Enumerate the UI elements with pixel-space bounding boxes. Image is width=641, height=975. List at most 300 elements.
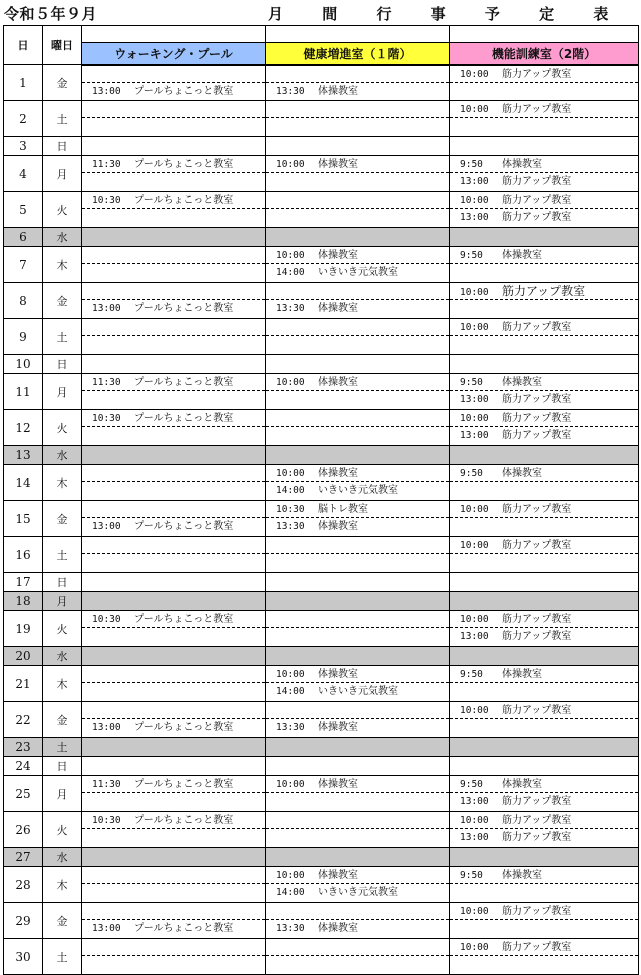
event-line xyxy=(266,793,449,810)
event-line xyxy=(82,283,265,300)
event-line xyxy=(82,173,265,190)
event-name: プールちょこっと教室 xyxy=(134,521,234,532)
day-number: 8 xyxy=(4,283,43,319)
health-room-cell xyxy=(266,647,450,666)
event-line xyxy=(266,647,449,664)
event-line xyxy=(450,283,638,300)
event-line xyxy=(450,903,638,920)
day-row xyxy=(4,501,639,537)
event-line xyxy=(82,683,265,700)
training-room-cell xyxy=(450,319,639,355)
walking-pool-cell xyxy=(82,848,266,867)
day-number: 29 xyxy=(4,903,43,939)
training-room-cell xyxy=(450,374,639,410)
day-row xyxy=(4,592,639,611)
event-line xyxy=(450,554,638,571)
event-line xyxy=(82,118,265,135)
event-line xyxy=(266,391,449,408)
event-line xyxy=(450,848,638,865)
training-room-cell xyxy=(450,446,639,465)
day-number: 18 xyxy=(4,592,43,611)
event-time: 10:00 xyxy=(460,906,489,917)
weekday: 金 xyxy=(43,65,82,101)
event-line xyxy=(82,647,265,664)
day-row xyxy=(4,537,639,573)
day-number: 21 xyxy=(4,666,43,702)
health-room-cell xyxy=(266,355,450,374)
event-line xyxy=(266,573,449,590)
day-number: 26 xyxy=(4,812,43,848)
walking-pool-cell xyxy=(82,867,266,903)
day-row xyxy=(4,776,639,812)
event-name: プールちょこっと教室 xyxy=(134,195,234,206)
event-line xyxy=(450,829,638,846)
walking-pool-cell xyxy=(82,939,266,975)
event-name: 筋力アップ教室 xyxy=(502,540,572,551)
event-line xyxy=(450,228,638,245)
training-room-cell xyxy=(450,247,639,283)
event-name: 筋力アップ教室 xyxy=(502,906,572,917)
event-time: 13:00 xyxy=(460,394,489,405)
event-line xyxy=(266,209,449,226)
health-room-cell xyxy=(266,446,450,465)
event-line xyxy=(82,903,265,920)
event-time: 10:30 xyxy=(92,815,121,826)
health-room-cell xyxy=(266,666,450,702)
day-row xyxy=(4,757,639,776)
day-number: 15 xyxy=(4,501,43,537)
walking-pool-cell xyxy=(82,666,266,702)
training-room-cell xyxy=(450,192,639,228)
weekday: 日 xyxy=(43,573,82,592)
event-name: 筋力アップ教室 xyxy=(502,815,572,826)
event-line xyxy=(82,666,265,683)
event-time: 10:00 xyxy=(276,250,305,261)
event-line xyxy=(266,192,449,209)
training-room-cell xyxy=(450,848,639,867)
event-line xyxy=(266,939,449,956)
walking-pool-cell xyxy=(82,592,266,611)
day-row xyxy=(4,666,639,702)
event-line xyxy=(450,666,638,683)
day-row xyxy=(4,647,639,666)
event-time: 14:00 xyxy=(276,887,305,898)
training-room-cell xyxy=(450,410,639,446)
schedule-body xyxy=(4,65,639,975)
event-line xyxy=(450,264,638,281)
event-time: 9:50 xyxy=(460,159,483,170)
walking-pool-cell xyxy=(82,757,266,776)
training-room-cell xyxy=(450,573,639,592)
day-number: 14 xyxy=(4,465,43,501)
event-time: 10:30 xyxy=(92,614,121,625)
event-line xyxy=(266,702,449,719)
event-name: 筋力アップ教室 xyxy=(502,104,572,115)
event-time: 10:00 xyxy=(460,540,489,551)
event-line xyxy=(266,319,449,336)
event-time: 9:50 xyxy=(460,870,483,881)
walking-pool-cell xyxy=(82,501,266,537)
event-time: 10:00 xyxy=(276,468,305,479)
training-room-cell xyxy=(450,757,639,776)
day-row xyxy=(4,192,639,228)
event-line xyxy=(82,319,265,336)
health-room-cell xyxy=(266,812,450,848)
event-line xyxy=(266,283,449,300)
event-time: 13:30 xyxy=(276,722,305,733)
event-line xyxy=(82,518,265,535)
day-number: 13 xyxy=(4,446,43,465)
event-time: 14:00 xyxy=(276,686,305,697)
training-room-cell xyxy=(450,611,639,647)
event-time: 13:00 xyxy=(92,521,121,532)
event-line xyxy=(450,319,638,336)
walking-pool-cell xyxy=(82,776,266,812)
event-time: 9:50 xyxy=(460,468,483,479)
weekday: 水 xyxy=(43,848,82,867)
event-line xyxy=(266,884,449,901)
event-line xyxy=(450,647,638,664)
event-time: 13:00 xyxy=(92,722,121,733)
event-line xyxy=(266,482,449,499)
event-line xyxy=(82,482,265,499)
event-line xyxy=(266,611,449,628)
event-line xyxy=(82,465,265,482)
event-line xyxy=(266,173,449,190)
event-line xyxy=(266,757,449,774)
event-line xyxy=(266,156,449,173)
event-name: 筋力アップ教室 xyxy=(502,212,572,223)
event-line xyxy=(450,501,638,518)
event-time: 10:00 xyxy=(276,377,305,388)
event-line xyxy=(450,884,638,901)
day-row xyxy=(4,867,639,903)
event-time: 13:00 xyxy=(460,430,489,441)
event-line xyxy=(266,666,449,683)
day-number: 27 xyxy=(4,848,43,867)
event-name: 筋力アップ教室 xyxy=(502,430,572,441)
day-row xyxy=(4,374,639,410)
event-line xyxy=(266,628,449,645)
weekday: 木 xyxy=(43,247,82,283)
event-line xyxy=(266,848,449,865)
health-room-cell xyxy=(266,283,450,319)
event-name: 体操教室 xyxy=(318,468,358,479)
event-line xyxy=(450,101,638,118)
event-line xyxy=(82,812,265,829)
walking-pool-cell xyxy=(82,537,266,573)
event-name: 体操教室 xyxy=(318,85,358,97)
event-line xyxy=(82,264,265,281)
event-time: 13:00 xyxy=(92,303,121,314)
event-line xyxy=(450,410,638,427)
event-name: 体操教室 xyxy=(318,870,358,881)
day-row xyxy=(4,738,639,757)
walking-pool-cell xyxy=(82,319,266,355)
event-line xyxy=(82,573,265,590)
event-name: 体操教室 xyxy=(318,923,358,934)
event-line xyxy=(450,83,638,100)
event-line xyxy=(450,156,638,173)
health-room-cell xyxy=(266,903,450,939)
health-room-cell xyxy=(266,501,450,537)
day-number: 16 xyxy=(4,537,43,573)
event-line xyxy=(450,592,638,609)
event-line xyxy=(450,611,638,628)
event-line xyxy=(266,264,449,281)
event-line xyxy=(450,66,638,83)
event-time: 11:30 xyxy=(92,779,121,790)
weekday: 土 xyxy=(43,738,82,757)
event-line xyxy=(82,956,265,973)
walking-pool-cell xyxy=(82,192,266,228)
event-line xyxy=(82,628,265,645)
event-time: 10:00 xyxy=(276,669,305,680)
header-spacer-c xyxy=(450,26,639,43)
event-line xyxy=(450,939,638,956)
event-time: 10:30 xyxy=(276,504,305,515)
day-row xyxy=(4,228,639,247)
event-time: 9:50 xyxy=(460,377,483,388)
walking-pool-cell xyxy=(82,247,266,283)
walking-pool-cell xyxy=(82,228,266,247)
event-time: 13:30 xyxy=(276,521,305,532)
weekday: 月 xyxy=(43,156,82,192)
training-room-cell xyxy=(450,355,639,374)
training-room-cell xyxy=(450,101,639,137)
day-row xyxy=(4,65,639,101)
event-line xyxy=(266,83,449,100)
walking-pool-cell xyxy=(82,355,266,374)
event-name: 体操教室 xyxy=(318,669,358,680)
health-room-cell xyxy=(266,867,450,903)
event-line xyxy=(266,465,449,482)
event-name: 筋力アップ教室 xyxy=(502,413,572,424)
event-name: 筋力アップ教室 xyxy=(502,832,572,843)
health-room-cell xyxy=(266,465,450,501)
health-room-cell xyxy=(266,939,450,975)
event-time: 13:00 xyxy=(460,796,489,807)
day-row xyxy=(4,812,639,848)
health-room-cell xyxy=(266,410,450,446)
event-line xyxy=(266,300,449,317)
event-line xyxy=(450,537,638,554)
event-line xyxy=(450,355,638,372)
health-room-cell xyxy=(266,702,450,738)
header-health-room: 健康増進室（１階） xyxy=(266,43,450,65)
header-spacer-a xyxy=(82,26,266,43)
walking-pool-cell xyxy=(82,101,266,137)
event-name: 筋力アップ教室 xyxy=(502,284,586,298)
schedule-table xyxy=(3,25,639,975)
weekday: 金 xyxy=(43,501,82,537)
training-room-cell xyxy=(450,867,639,903)
event-line xyxy=(450,446,638,463)
event-name: 筋力アップ教室 xyxy=(502,705,572,716)
weekday: 金 xyxy=(43,903,82,939)
training-room-cell xyxy=(450,283,639,319)
event-line xyxy=(266,920,449,937)
event-line xyxy=(82,374,265,391)
era-month-label: 令和５年９月 xyxy=(4,5,98,23)
day-row xyxy=(4,137,639,156)
event-line xyxy=(82,410,265,427)
weekday: 金 xyxy=(43,702,82,738)
event-line xyxy=(450,427,638,444)
header-spacer-b xyxy=(266,26,450,43)
event-name: プールちょこっと教室 xyxy=(134,413,234,424)
event-line xyxy=(450,793,638,810)
health-room-cell xyxy=(266,776,450,812)
event-name: プールちょこっと教室 xyxy=(134,85,234,97)
event-line xyxy=(82,939,265,956)
event-line xyxy=(266,137,449,154)
event-line xyxy=(266,355,449,372)
day-number: 9 xyxy=(4,319,43,355)
event-line xyxy=(266,410,449,427)
day-row xyxy=(4,939,639,975)
training-room-cell xyxy=(450,537,639,573)
event-line xyxy=(450,683,638,700)
walking-pool-cell xyxy=(82,410,266,446)
training-room-cell xyxy=(450,156,639,192)
event-line xyxy=(82,537,265,554)
event-time: 13:00 xyxy=(460,631,489,642)
walking-pool-cell xyxy=(82,738,266,757)
event-name: 体操教室 xyxy=(502,159,542,170)
event-line xyxy=(266,683,449,700)
event-line xyxy=(82,501,265,518)
event-line xyxy=(266,537,449,554)
training-room-cell xyxy=(450,666,639,702)
event-line xyxy=(266,903,449,920)
event-name: 筋力アップ教室 xyxy=(502,504,572,515)
event-time: 9:50 xyxy=(460,779,483,790)
training-room-cell xyxy=(450,501,639,537)
day-row xyxy=(4,247,639,283)
training-room-cell xyxy=(450,738,639,757)
event-line xyxy=(266,101,449,118)
event-time: 10:00 xyxy=(460,614,489,625)
day-number: 4 xyxy=(4,156,43,192)
event-name: 体操教室 xyxy=(318,377,358,388)
weekday: 土 xyxy=(43,319,82,355)
training-room-cell xyxy=(450,776,639,812)
event-line xyxy=(450,374,638,391)
event-time: 9:50 xyxy=(460,669,483,680)
weekday: 土 xyxy=(43,939,82,975)
event-line xyxy=(82,247,265,264)
event-line xyxy=(450,247,638,264)
weekday: 木 xyxy=(43,465,82,501)
day-row xyxy=(4,848,639,867)
health-room-cell xyxy=(266,738,450,757)
day-row xyxy=(4,446,639,465)
event-line xyxy=(82,156,265,173)
event-line xyxy=(450,702,638,719)
page-title: 月 間 行 事 予 定 表 xyxy=(268,5,626,23)
header-weekday: 曜日 xyxy=(43,26,82,65)
event-name: 筋力アップ教室 xyxy=(502,394,572,405)
weekday: 土 xyxy=(43,101,82,137)
health-room-cell xyxy=(266,319,450,355)
weekday: 日 xyxy=(43,137,82,156)
walking-pool-cell xyxy=(82,283,266,319)
health-room-cell xyxy=(266,228,450,247)
event-line xyxy=(450,628,638,645)
day-number: 30 xyxy=(4,939,43,975)
weekday: 日 xyxy=(43,355,82,374)
weekday: 火 xyxy=(43,410,82,446)
event-line xyxy=(82,209,265,226)
event-line xyxy=(82,702,265,719)
event-line xyxy=(450,776,638,793)
weekday: 月 xyxy=(43,776,82,812)
event-time: 11:30 xyxy=(92,377,121,388)
walking-pool-cell xyxy=(82,465,266,501)
weekday: 木 xyxy=(43,666,82,702)
event-line xyxy=(82,83,265,100)
event-time: 13:00 xyxy=(460,176,489,187)
event-time: 14:00 xyxy=(276,485,305,496)
walking-pool-cell xyxy=(82,65,266,101)
event-name: 筋力アップ教室 xyxy=(502,68,572,80)
event-name: 体操教室 xyxy=(318,779,358,790)
day-number: 25 xyxy=(4,776,43,812)
training-room-cell xyxy=(450,939,639,975)
training-room-cell xyxy=(450,903,639,939)
event-line xyxy=(82,554,265,571)
event-name: 筋力アップ教室 xyxy=(502,631,572,642)
event-line xyxy=(266,501,449,518)
event-time: 13:30 xyxy=(276,85,305,97)
event-name: 脳トレ教室 xyxy=(318,504,368,515)
day-row xyxy=(4,101,639,137)
event-line xyxy=(82,867,265,884)
event-line xyxy=(266,776,449,793)
event-time: 10:00 xyxy=(460,322,489,333)
event-line xyxy=(82,355,265,372)
weekday: 水 xyxy=(43,647,82,666)
training-room-cell xyxy=(450,465,639,501)
event-name: 体操教室 xyxy=(318,303,358,314)
weekday: 月 xyxy=(43,592,82,611)
event-name: 筋力アップ教室 xyxy=(502,322,572,333)
event-name: 体操教室 xyxy=(502,468,542,479)
event-time: 10:00 xyxy=(460,942,489,953)
health-room-cell xyxy=(266,137,450,156)
header-training-room: 機能訓練室（2階） xyxy=(450,43,639,65)
event-line xyxy=(82,592,265,609)
health-room-cell xyxy=(266,247,450,283)
event-line xyxy=(82,228,265,245)
event-time: 10:00 xyxy=(460,104,489,115)
health-room-cell xyxy=(266,611,450,647)
training-room-cell xyxy=(450,702,639,738)
event-line xyxy=(266,719,449,736)
event-name: いきいき元気教室 xyxy=(318,686,398,697)
day-number: 11 xyxy=(4,374,43,410)
day-number: 28 xyxy=(4,867,43,903)
event-time: 10:00 xyxy=(460,705,489,716)
walking-pool-cell xyxy=(82,903,266,939)
event-line xyxy=(82,336,265,353)
day-number: 22 xyxy=(4,702,43,738)
event-line xyxy=(266,374,449,391)
event-time: 9:50 xyxy=(460,250,483,261)
event-line xyxy=(82,300,265,317)
training-room-cell xyxy=(450,812,639,848)
